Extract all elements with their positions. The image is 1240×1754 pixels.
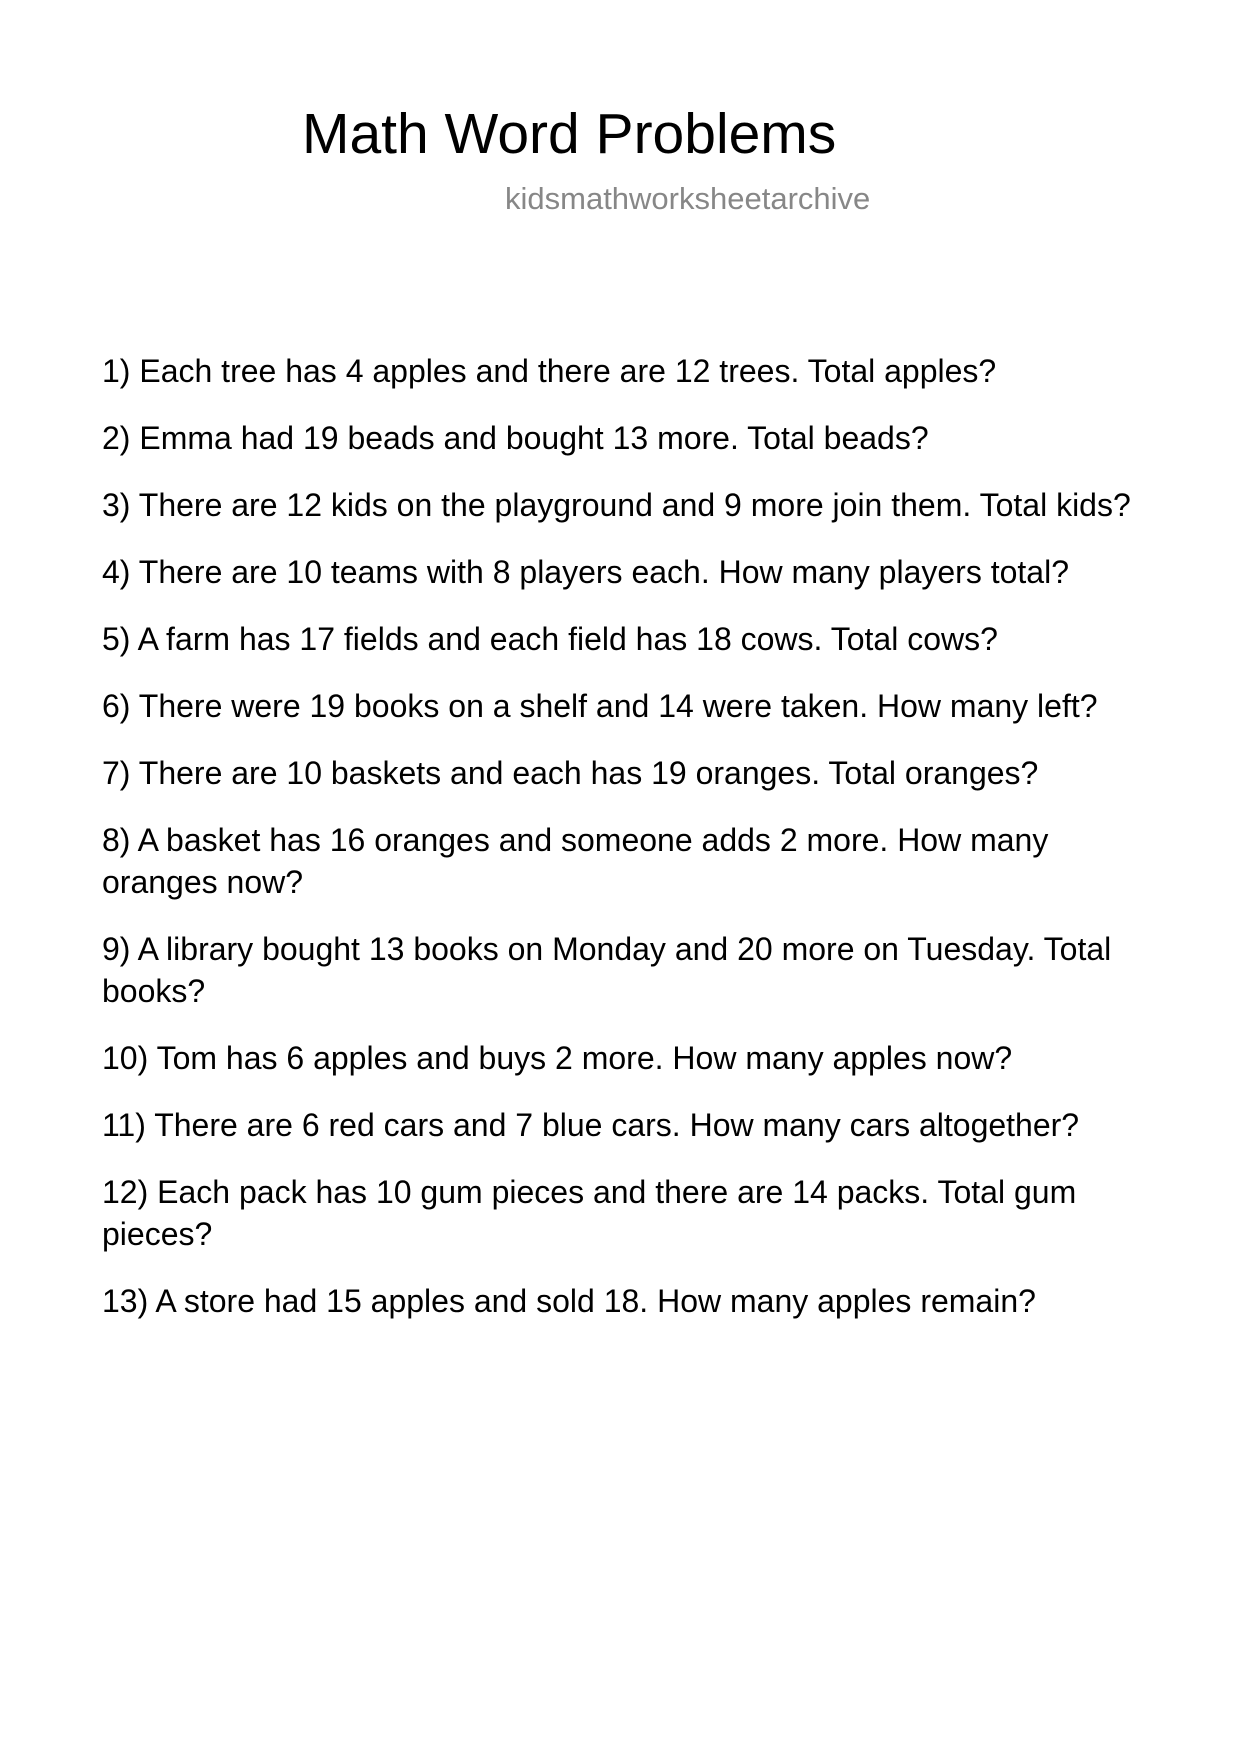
problem-item-6: 6) There were 19 books on a shelf and 14 were taken. How many left? (102, 688, 1098, 724)
problem-item-9: 9) A library bought 13 books on Monday and 20 more on Tuesday. Total books? (102, 931, 1112, 1009)
problem-list (102, 350, 1152, 1347)
problem-item-12: 12) Each pack has 10 gum pieces and there are 14 packs. Total gum pieces? (102, 1174, 1077, 1252)
page-title: Math Word Problems (302, 102, 837, 166)
problem-item-8: 8) A basket has 16 oranges and someone adds 2 more. How many oranges now? (102, 822, 1049, 900)
problem-item-1: 1) Each tree has 4 apples and there are 12 trees. Total apples? (102, 353, 997, 389)
problem-item-11: 11) There are 6 red cars and 7 blue cars. How many cars altogether? (102, 1107, 1080, 1143)
problem-item-5: 5) A farm has 17 fields and each field has 18 cows. Total cows? (102, 621, 998, 657)
problem-item-3: 3) There are 12 kids on the playground and 9 more join them. Total kids? (102, 487, 1131, 523)
problem-item-4: 4) There are 10 teams with 8 players each. How many players total? (102, 554, 1069, 590)
problem-item-7: 7) There are 10 baskets and each has 19 oranges. Total oranges? (102, 755, 1039, 791)
problem-item-13: 13) A store had 15 apples and sold 18. How many apples remain? (102, 1283, 1036, 1319)
source-subtitle: kidsmathworksheetarchive (505, 181, 871, 216)
problem-item-2: 2) Emma had 19 beads and bought 13 more. Total beads? (102, 420, 929, 456)
problem-item-10: 10) Tom has 6 apples and buys 2 more. How many apples now? (102, 1040, 1013, 1076)
